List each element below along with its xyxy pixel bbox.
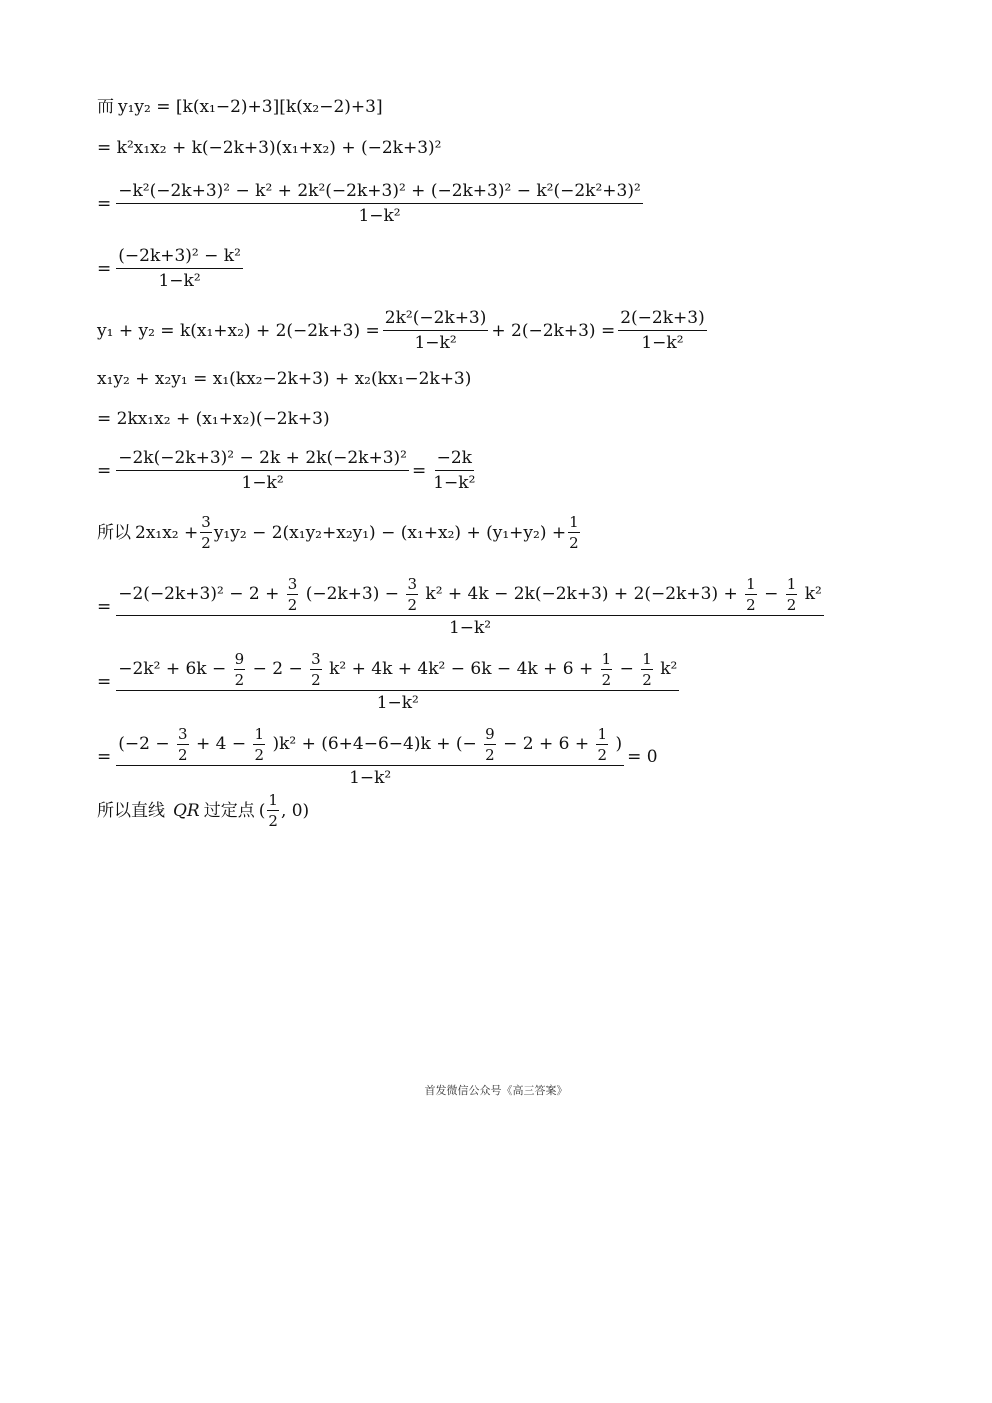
line-conclusion <box>97 792 309 829</box>
numerator: −2k <box>435 448 474 471</box>
denominator: 2 <box>407 596 417 614</box>
line-expand <box>97 138 441 158</box>
numerator: −k²(−2k+3)² − k² + 2k²(−2k+3)² + (−2k+3)² − k²(−2k²+3)² <box>116 181 643 204</box>
formula-text: ) <box>615 734 623 754</box>
line-expanded-numerator <box>97 651 682 713</box>
fraction <box>116 448 409 493</box>
numerator: −2k(−2k+3)² − 2k + 2k(−2k+3)² <box>116 448 409 471</box>
line-combination <box>97 514 582 551</box>
fraction <box>116 651 679 713</box>
denominator: 1−k² <box>448 618 492 638</box>
fraction <box>177 726 189 763</box>
formula-text: y₁ + y₂ = k(x₁+x₂) + 2(−2k+3) = <box>97 320 380 341</box>
denominator: 2 <box>234 671 245 689</box>
formula-text: y₁y₂ = [k(x₁−2)+3][k(x₂−2)+3] <box>118 97 383 117</box>
line-simplified <box>97 246 246 291</box>
mid-text: 过定点 <box>203 800 255 821</box>
line-cross-fraction <box>97 448 480 493</box>
denominator: 2 <box>597 746 608 764</box>
denominator: 2 <box>201 534 211 552</box>
denominator: 2 <box>746 596 756 614</box>
formula-text: (−2 − <box>118 734 170 754</box>
numerator: 9 <box>485 725 495 743</box>
numerator: 1 <box>597 725 608 743</box>
denominator: 2 <box>786 596 797 614</box>
formula-text: = 0 <box>627 747 658 767</box>
numerator: 1 <box>268 791 278 809</box>
denominator: 2 <box>601 671 612 689</box>
formula-text: k² <box>804 584 822 604</box>
fraction <box>596 726 608 763</box>
numerator: 2k²(−2k+3) <box>383 308 489 331</box>
fraction <box>406 576 418 613</box>
formula-text: − 2 − <box>252 659 303 679</box>
numerator: 1 <box>569 513 579 531</box>
equals-sign: = <box>97 460 112 481</box>
prefix-text: 所以直线 <box>97 800 165 821</box>
formula-text: y₁y₂ − 2(x₁y₂+x₂y₁) − (x₁+x₂) + (y₁+y₂) + <box>213 522 567 543</box>
numerator: 1 <box>786 575 797 593</box>
denominator: 2 <box>569 534 579 552</box>
denominator: 2 <box>178 746 188 764</box>
line-big-fraction <box>97 181 646 226</box>
equals-sign: = <box>97 193 112 214</box>
formula-text: −2(−2k+3)² − 2 + <box>118 584 280 604</box>
fraction <box>253 726 265 763</box>
line-y1y2-product <box>97 97 383 117</box>
line-grouped-zero <box>97 726 658 788</box>
numerator: 3 <box>201 513 211 531</box>
fraction <box>383 308 489 353</box>
denominator: 1−k² <box>158 271 201 291</box>
denominator: 2 <box>254 746 265 764</box>
numerator: 1 <box>254 725 265 743</box>
numerator: (−2k+3)² − k² <box>116 246 243 269</box>
line-combination-fraction <box>97 576 827 638</box>
numerator: 3 <box>178 725 188 743</box>
formula-text: + 2(−2k+3) = <box>491 320 616 341</box>
equals-sign: = <box>97 672 112 692</box>
denominator: 1−k² <box>433 473 476 493</box>
line-cross-expand <box>97 409 330 429</box>
fraction <box>641 651 653 688</box>
fraction <box>116 726 624 788</box>
denominator: 2 <box>268 812 278 830</box>
formula-text: + 4 − <box>195 734 247 754</box>
fraction <box>484 726 496 763</box>
fraction <box>310 651 322 688</box>
formula-text: x₁y₂ + x₂y₁ = x₁(kx₂−2k+3) + x₂(kx₁−2k+3) <box>97 369 472 389</box>
numerator: 9 <box>234 650 245 668</box>
formula-text: k² + 4k − 2k(−2k+3) + 2(−2k+3) + <box>425 584 738 604</box>
formula-text: −2k² + 6k − <box>118 659 227 679</box>
formula-text: − <box>619 659 634 679</box>
open-paren: ( <box>258 800 266 821</box>
prefix-text: 所以 <box>97 522 131 543</box>
formula-text: = 2kx₁x₂ + (x₁+x₂)(−2k+3) <box>97 409 330 429</box>
fraction <box>618 308 707 353</box>
prefix-text: 而 <box>97 97 114 117</box>
formula-text: 2x₁x₂ + <box>135 522 199 543</box>
formula-text: (−2k+3) − <box>305 584 400 604</box>
fraction <box>116 576 824 638</box>
denominator: 1−k² <box>358 206 401 226</box>
fraction <box>745 576 757 613</box>
fraction <box>116 181 643 226</box>
numerator: 1 <box>642 650 652 668</box>
footer-note: 首发微信公众号《高三答案》 <box>424 1084 568 1097</box>
fraction <box>431 448 477 493</box>
fraction <box>601 651 613 688</box>
denominator: 2 <box>485 746 495 764</box>
close-paren: , 0) <box>280 800 310 821</box>
denominator: 1−k² <box>414 333 457 353</box>
numerator <box>116 651 679 691</box>
fraction <box>267 792 279 829</box>
equals-sign: = <box>411 460 427 481</box>
fraction <box>568 514 580 551</box>
formula-text: = k²x₁x₂ + k(−2k+3)(x₁+x₂) + (−2k+3)² <box>97 138 442 158</box>
formula-text: k² <box>660 659 678 679</box>
denominator: 2 <box>287 596 298 614</box>
numerator: 1 <box>601 650 612 668</box>
numerator: 3 <box>407 575 417 593</box>
equals-sign: = <box>97 597 112 617</box>
denominator: 1−k² <box>349 768 392 788</box>
fraction <box>287 576 299 613</box>
numerator: 3 <box>287 575 298 593</box>
line-y-sum <box>97 308 710 353</box>
fraction <box>234 651 246 688</box>
denominator: 2 <box>642 671 652 689</box>
denominator: 1−k² <box>641 333 684 353</box>
line-name: QR <box>173 800 200 821</box>
denominator: 2 <box>311 671 321 689</box>
numerator: 2(−2k+3) <box>618 308 707 331</box>
formula-text: − <box>764 584 779 604</box>
numerator <box>116 576 824 616</box>
denominator: 1−k² <box>376 693 419 713</box>
equals-sign: = <box>97 258 112 279</box>
fraction <box>786 576 798 613</box>
numerator: 3 <box>311 650 321 668</box>
line-cross-sum <box>97 369 471 389</box>
equals-sign: = <box>97 747 112 767</box>
formula-text: − 2 + 6 + <box>503 734 590 754</box>
formula-text: )k² + (6+4−6−4)k + (− <box>272 734 477 754</box>
formula-text: k² + 4k + 4k² − 6k − 4k + 6 + <box>329 659 594 679</box>
numerator: 1 <box>746 575 756 593</box>
fraction <box>116 246 243 291</box>
numerator <box>116 726 624 766</box>
denominator: 1−k² <box>241 473 284 493</box>
fraction <box>200 514 212 551</box>
